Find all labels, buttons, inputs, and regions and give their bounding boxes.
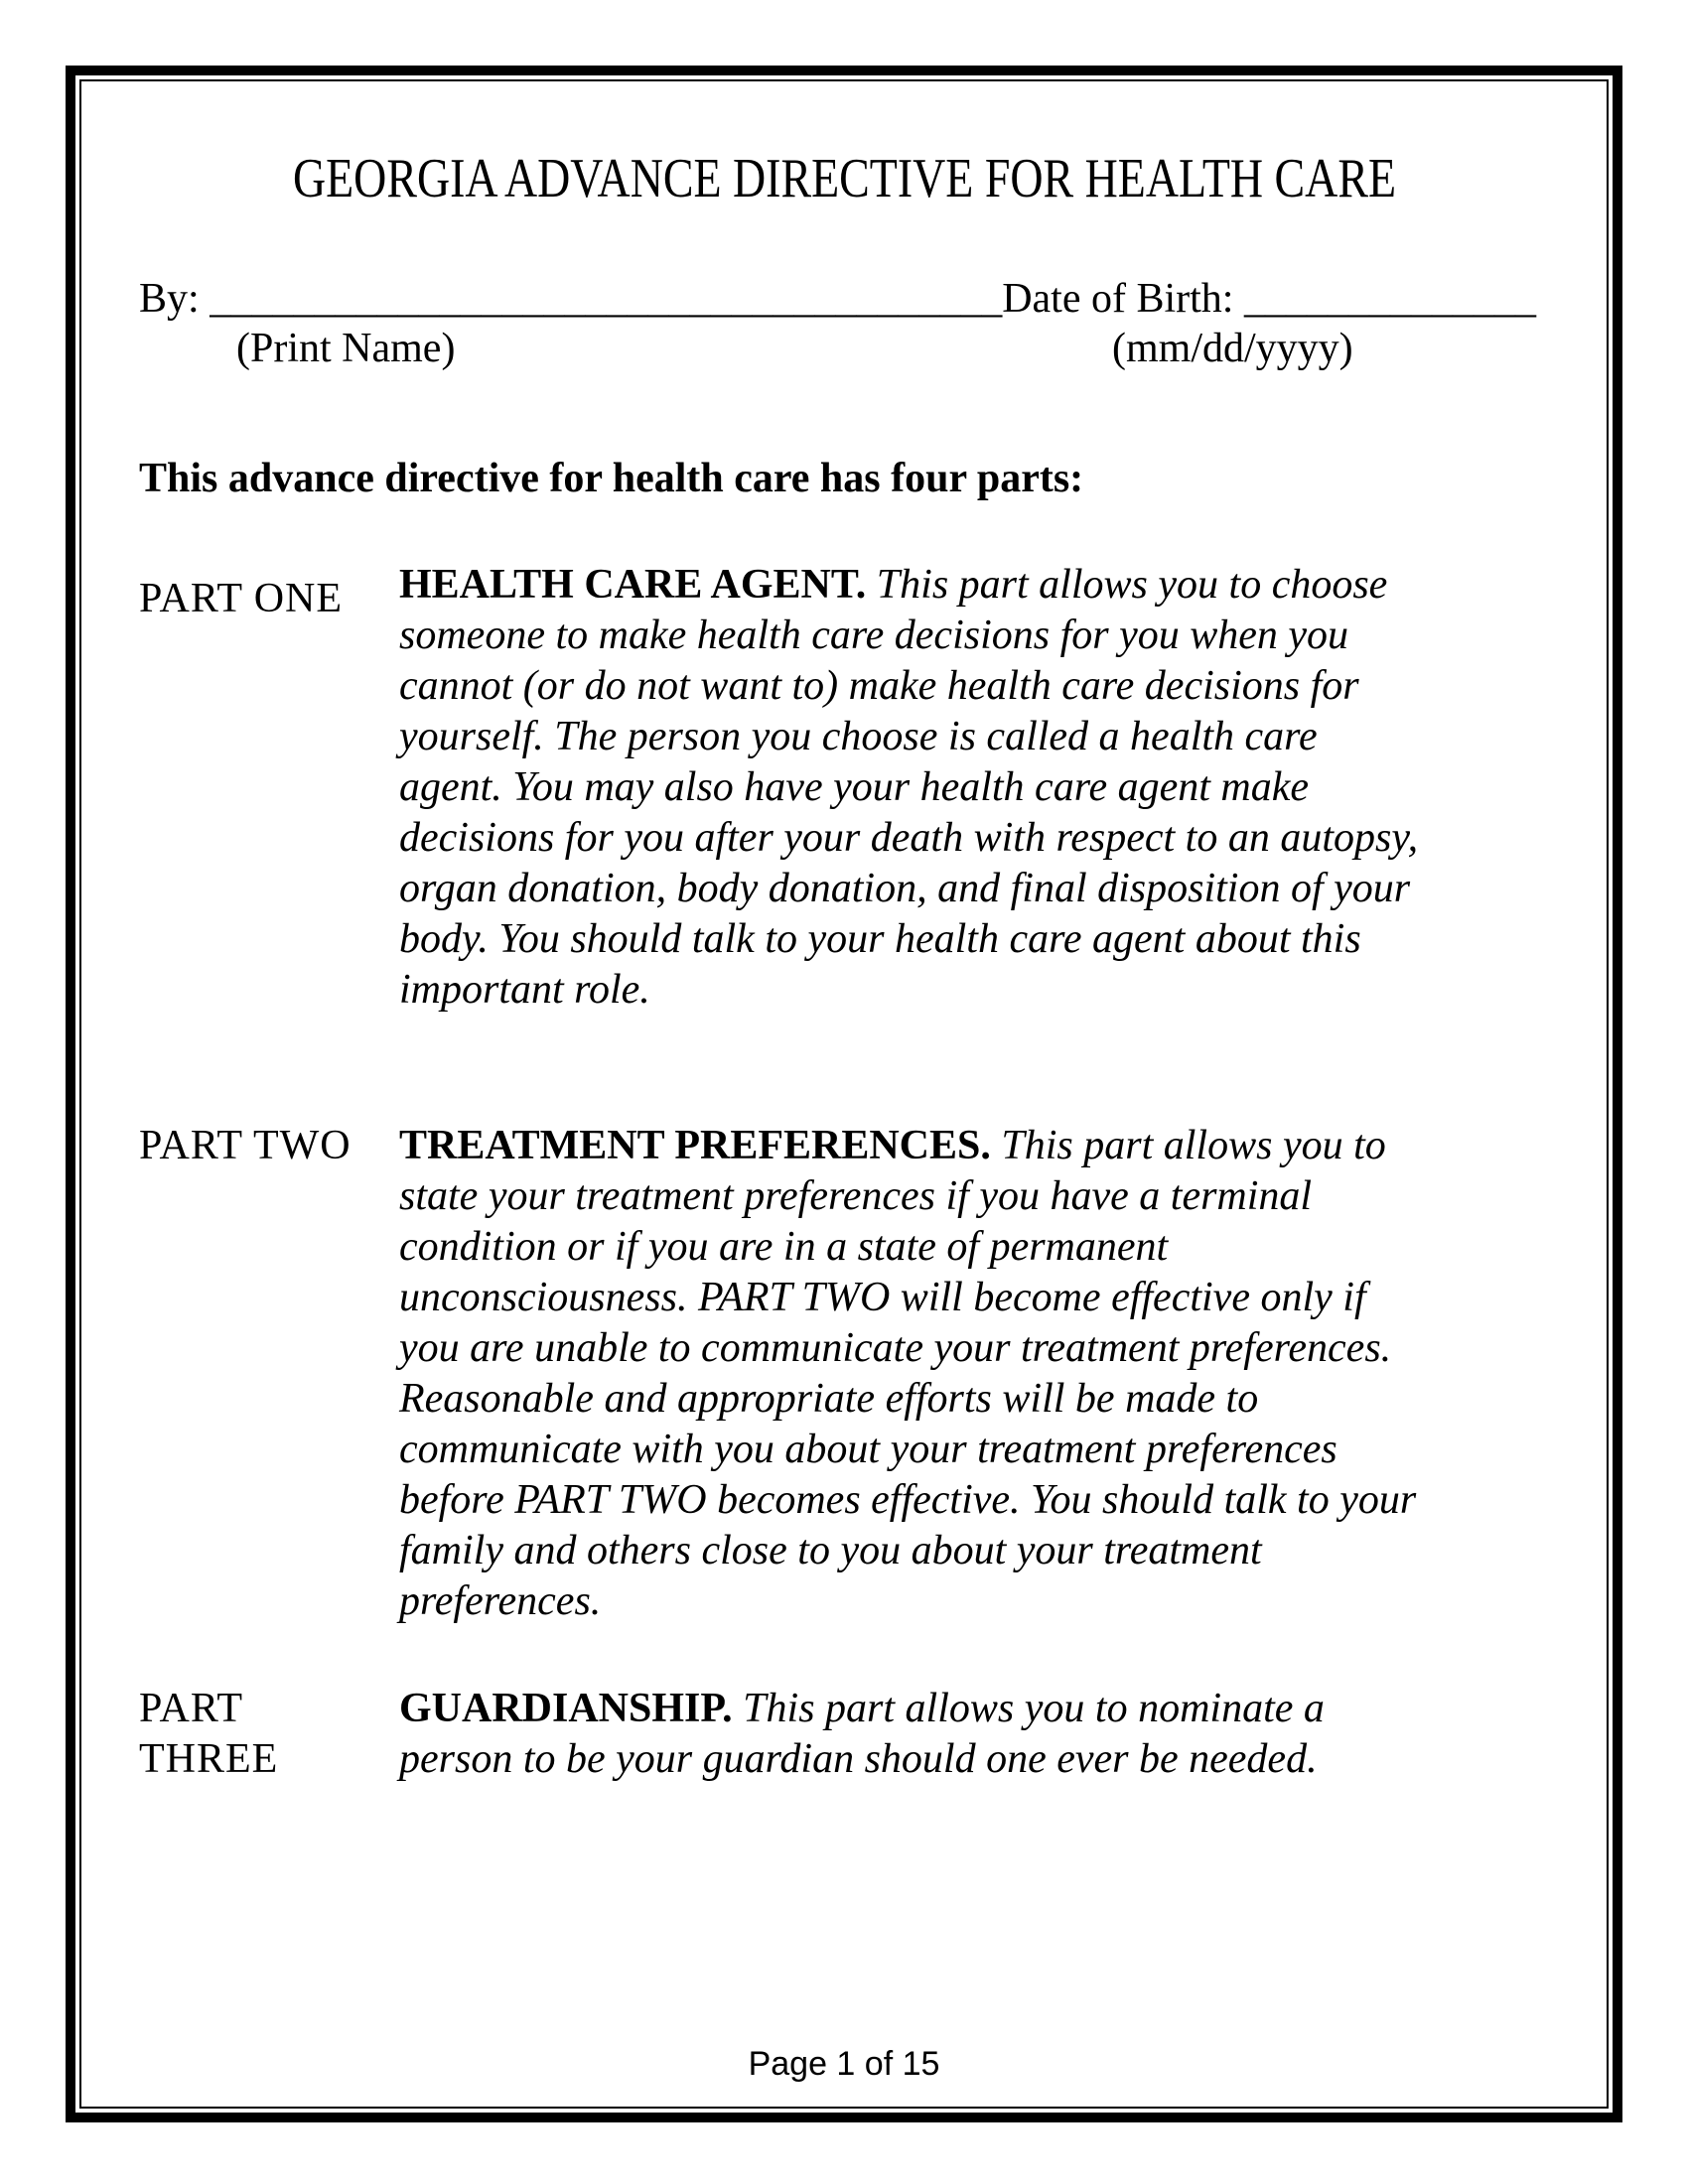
part-row-two [139, 1121, 1460, 1627]
page-border-outer [66, 66, 1622, 2122]
part-row-one [139, 560, 1460, 1016]
part-two-heading: TREATMENT PREFERENCES. [399, 1123, 991, 1168]
part-two-text [399, 1121, 1422, 1627]
part-one-heading: HEALTH CARE AGENT. [399, 562, 867, 608]
print-name-blank: ______________________________________ [210, 276, 1003, 322]
part-one-text [399, 560, 1422, 1016]
byline-row [139, 278, 1536, 320]
part-two-label: PART TWO [139, 1123, 352, 1168]
page-number: Page 1 of 15 [748, 2045, 940, 2083]
by-label: By: [139, 276, 200, 322]
title-row [0, 148, 1688, 209]
part-two-body: This part allows you to state your treatment preferences if you have a terminal condition or if you are in a state of permanent unconsciousness. PART TWO will become effective only if you are unable to communicate your treatment preferences. Reasonable and appropriate efforts will be made to communicate with you about your treatment preferences before PART TWO becomes effective. You should talk to your family and others close to you about your treatment preferences. [399, 1123, 1417, 1624]
part-three-label: PART THREE [139, 1686, 279, 1782]
part-three-heading: GUARDIANSHIP. [399, 1686, 733, 1731]
part-row-three [139, 1684, 1460, 1785]
date-of-birth-label: Date of Birth: [1002, 276, 1234, 322]
part-three-text [399, 1684, 1422, 1785]
page-border-inner [79, 79, 1609, 2109]
intro-heading: This advance directive for health care has four parts: [139, 456, 1084, 501]
dob-format-caption: (mm/dd/yyyy) [1112, 326, 1353, 371]
date-of-birth-blank: ______________ [1243, 276, 1536, 322]
page-title: GEORGIA ADVANCE DIRECTIVE FOR HEALTH CARE [292, 148, 1396, 209]
part-one-body: This part allows you to choose someone to make health care decisions for you when you cannot (or do not want to) make health care decisions for yourself. The person you choose is called a health care agent. You may also have your health care agent make decisions for you after your death with respect to an autopsy, organ donation, body donation, and final disposition of your body. You should talk to your health care agent about this important role. [399, 562, 1419, 1013]
part-one-label: PART ONE [139, 576, 344, 621]
part-three-body: This part allows you to nominate a person to be your guardian should one ever be needed. [399, 1686, 1325, 1782]
print-name-caption: (Print Name) [236, 326, 456, 371]
